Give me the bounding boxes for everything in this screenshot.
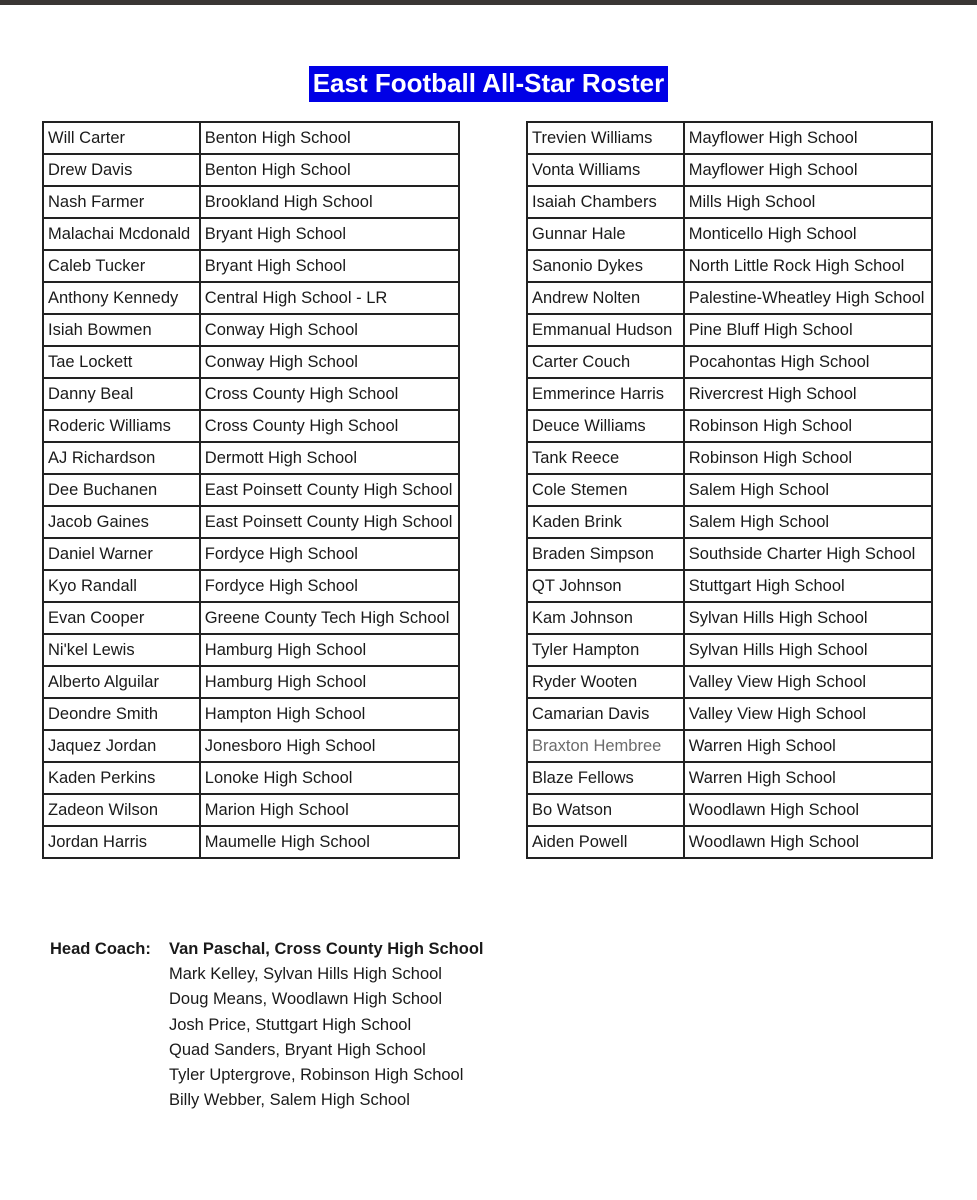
player-name: Malachai Mcdonald: [43, 218, 200, 250]
player-school: Mills High School: [684, 186, 932, 218]
player-name: Caleb Tucker: [43, 250, 200, 282]
roster-row: [43, 666, 459, 698]
roster-row: [527, 218, 932, 250]
player-school: East Poinsett County High School: [200, 474, 459, 506]
player-name: Tyler Hampton: [527, 634, 684, 666]
player-name: Sanonio Dykes: [527, 250, 684, 282]
player-school: Jonesboro High School: [200, 730, 459, 762]
assistant-coach: Mark Kelley, Sylvan Hills High School: [169, 965, 442, 984]
player-school: Fordyce High School: [200, 570, 459, 602]
player-school: Bryant High School: [200, 218, 459, 250]
player-school: Mayflower High School: [684, 122, 932, 154]
roster-row: [43, 346, 459, 378]
player-name: Andrew Nolten: [527, 282, 684, 314]
player-name: Emmanual Hudson: [527, 314, 684, 346]
player-name: Braden Simpson: [527, 538, 684, 570]
player-name: Ryder Wooten: [527, 666, 684, 698]
player-name: Emmerince Harris: [527, 378, 684, 410]
player-name: Zadeon Wilson: [43, 794, 200, 826]
player-school: Warren High School: [684, 730, 932, 762]
player-name: Drew Davis: [43, 154, 200, 186]
roster-row: [527, 314, 932, 346]
player-name: Dee Buchanen: [43, 474, 200, 506]
player-name: Blaze Fellows: [527, 762, 684, 794]
roster-row: [527, 666, 932, 698]
roster-row: [527, 698, 932, 730]
player-name: Ni'kel Lewis: [43, 634, 200, 666]
roster-row: [43, 314, 459, 346]
roster-row: [43, 538, 459, 570]
player-name: Cole Stemen: [527, 474, 684, 506]
player-school: Sylvan Hills High School: [684, 602, 932, 634]
player-school: Marion High School: [200, 794, 459, 826]
roster-row: [527, 730, 932, 762]
player-name: Tae Lockett: [43, 346, 200, 378]
player-school: Hampton High School: [200, 698, 459, 730]
roster-row: [527, 634, 932, 666]
player-name: Aiden Powell: [527, 826, 684, 858]
player-school: Valley View High School: [684, 666, 932, 698]
roster-row: [43, 282, 459, 314]
title-wrap: [0, 66, 977, 102]
head-coach-label: Head Coach:: [50, 940, 151, 958]
roster-row: [527, 602, 932, 634]
coach-list: [169, 937, 483, 1113]
player-name: Daniel Warner: [43, 538, 200, 570]
roster-row: [527, 282, 932, 314]
roster-row: [43, 762, 459, 794]
player-school: Pine Bluff High School: [684, 314, 932, 346]
player-school: Central High School - LR: [200, 282, 459, 314]
player-school: North Little Rock High School: [684, 250, 932, 282]
head-coach: Van Paschal, Cross County High School: [169, 940, 484, 958]
roster-row: [43, 794, 459, 826]
roster-row: [527, 826, 932, 858]
player-name: Nash Farmer: [43, 186, 200, 218]
roster-row: [527, 250, 932, 282]
player-name: QT Johnson: [527, 570, 684, 602]
roster-row: [527, 506, 932, 538]
roster-title: East Football All-Star Roster: [309, 66, 669, 102]
player-name: Braxton Hembree: [527, 730, 684, 762]
top-border: [0, 0, 977, 5]
player-school: Southside Charter High School: [684, 538, 932, 570]
roster-row: [43, 218, 459, 250]
player-name: Trevien Williams: [527, 122, 684, 154]
player-school: Hamburg High School: [200, 634, 459, 666]
player-school: Rivercrest High School: [684, 378, 932, 410]
player-name: Will Carter: [43, 122, 200, 154]
player-school: Dermott High School: [200, 442, 459, 474]
player-school: Lonoke High School: [200, 762, 459, 794]
roster-row: [527, 442, 932, 474]
player-school: Cross County High School: [200, 410, 459, 442]
roster-row: [527, 186, 932, 218]
roster-row: [527, 154, 932, 186]
roster-row: [527, 474, 932, 506]
player-school: Valley View High School: [684, 698, 932, 730]
left-roster-table: [42, 121, 460, 859]
assistant-coach: Josh Price, Stuttgart High School: [169, 1015, 412, 1034]
player-name: Jaquez Jordan: [43, 730, 200, 762]
player-name: Deondre Smith: [43, 698, 200, 730]
roster-row: [43, 602, 459, 634]
roster-row: [43, 506, 459, 538]
roster-row: [43, 634, 459, 666]
player-name: Camarian Davis: [527, 698, 684, 730]
player-name: Carter Couch: [527, 346, 684, 378]
player-school: Cross County High School: [200, 378, 459, 410]
player-name: Kam Johnson: [527, 602, 684, 634]
roster-row: [527, 410, 932, 442]
roster-row: [527, 570, 932, 602]
player-school: Salem High School: [684, 474, 932, 506]
right-roster-table: [526, 121, 933, 859]
player-school: Woodlawn High School: [684, 826, 932, 858]
player-school: Bryant High School: [200, 250, 459, 282]
player-school: Conway High School: [200, 314, 459, 346]
player-school: Monticello High School: [684, 218, 932, 250]
player-name: Kaden Brink: [527, 506, 684, 538]
player-name: Deuce Williams: [527, 410, 684, 442]
roster-row: [43, 826, 459, 858]
roster-row: [43, 698, 459, 730]
player-school: Woodlawn High School: [684, 794, 932, 826]
player-name: Kaden Perkins: [43, 762, 200, 794]
roster-row: [43, 122, 459, 154]
player-school: Mayflower High School: [684, 154, 932, 186]
roster-row: [527, 794, 932, 826]
player-name: Bo Watson: [527, 794, 684, 826]
player-school: Maumelle High School: [200, 826, 459, 858]
roster-row: [43, 154, 459, 186]
roster-row: [43, 410, 459, 442]
player-name: Isaiah Chambers: [527, 186, 684, 218]
player-school: Sylvan Hills High School: [684, 634, 932, 666]
player-school: Robinson High School: [684, 442, 932, 474]
roster-row: [43, 250, 459, 282]
player-name: Tank Reece: [527, 442, 684, 474]
roster-row: [43, 378, 459, 410]
assistant-coach: Tyler Uptergrove, Robinson High School: [169, 1065, 464, 1084]
player-name: Gunnar Hale: [527, 218, 684, 250]
player-name: Kyo Randall: [43, 570, 200, 602]
assistant-coach: Doug Means, Woodlawn High School: [169, 990, 443, 1009]
player-name: Roderic Williams: [43, 410, 200, 442]
assistant-coach: Billy Webber, Salem High School: [169, 1091, 410, 1110]
roster-row: [43, 570, 459, 602]
player-school: Benton High School: [200, 122, 459, 154]
player-name: Vonta Williams: [527, 154, 684, 186]
roster-row: [43, 186, 459, 218]
player-school: Warren High School: [684, 762, 932, 794]
player-school: Benton High School: [200, 154, 459, 186]
player-name: Danny Beal: [43, 378, 200, 410]
player-school: Salem High School: [684, 506, 932, 538]
player-name: Evan Cooper: [43, 602, 200, 634]
player-name: AJ Richardson: [43, 442, 200, 474]
roster-row: [527, 378, 932, 410]
player-school: Conway High School: [200, 346, 459, 378]
player-school: Fordyce High School: [200, 538, 459, 570]
assistant-coach: Quad Sanders, Bryant High School: [169, 1040, 426, 1059]
roster-row: [527, 122, 932, 154]
player-school: East Poinsett County High School: [200, 506, 459, 538]
player-school: Hamburg High School: [200, 666, 459, 698]
roster-row: [43, 442, 459, 474]
player-school: Robinson High School: [684, 410, 932, 442]
roster-row: [527, 762, 932, 794]
roster-row: [527, 346, 932, 378]
player-name: Jordan Harris: [43, 826, 200, 858]
player-school: Pocahontas High School: [684, 346, 932, 378]
player-school: Palestine-Wheatley High School: [684, 282, 932, 314]
roster-row: [527, 538, 932, 570]
player-name: Jacob Gaines: [43, 506, 200, 538]
player-name: Anthony Kennedy: [43, 282, 200, 314]
roster-row: [43, 474, 459, 506]
roster-row: [43, 730, 459, 762]
player-school: Brookland High School: [200, 186, 459, 218]
player-school: Greene County Tech High School: [200, 602, 459, 634]
player-name: Alberto Alguilar: [43, 666, 200, 698]
player-name: Isiah Bowmen: [43, 314, 200, 346]
player-school: Stuttgart High School: [684, 570, 932, 602]
